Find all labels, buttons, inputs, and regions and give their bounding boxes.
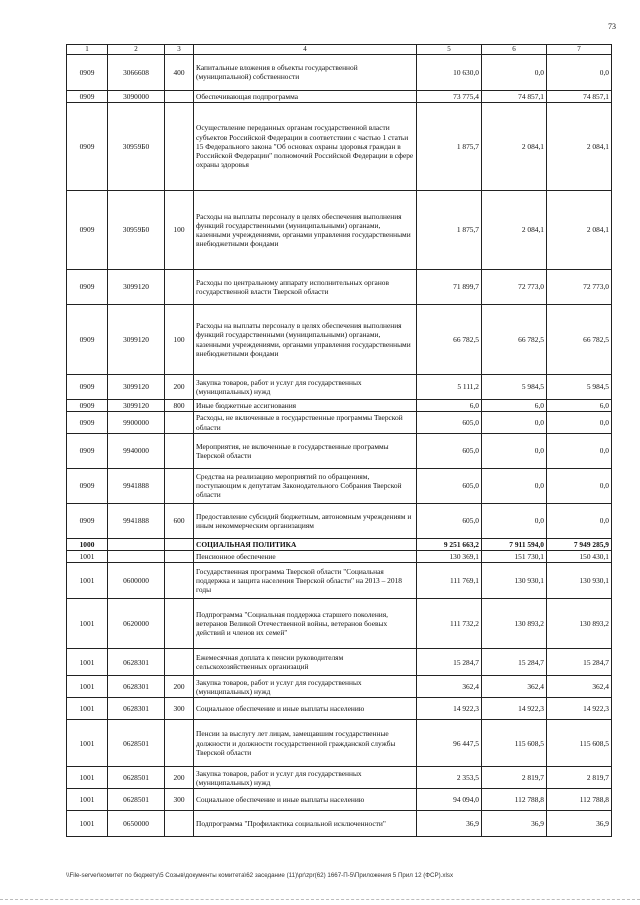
target-item-code-cell: 0650000 [108, 811, 165, 837]
amount-year2-cell: 0,0 [482, 54, 547, 90]
section-code-cell: 0909 [67, 503, 108, 538]
expense-type-cell [165, 563, 194, 599]
description-cell: Средства на реализацию мероприятий по обращениям, поступающим к депутатам Законодательного Собрания Тверской области [194, 468, 417, 503]
description-cell: Расходы на выплаты персоналу в целях обеспечения выполнения функций государственными (муниципальными) органами, казенными учреждениями, органами управления государственными внебюджетными фондами [194, 305, 417, 375]
amount-year3-cell: 15 284,7 [547, 649, 612, 676]
amount-year3-cell: 66 782,5 [547, 305, 612, 375]
table-row [67, 433, 612, 468]
column-header-7: 7 [547, 45, 612, 55]
description-cell: Подпрограмма "Социальная поддержка старшего поколения, ветеранов Великой Отечественной войны, ветеранов боевых действий и членов их семей" [194, 599, 417, 649]
target-item-code-cell [108, 551, 165, 563]
description-cell: Расходы, не включенные в государственные программы Тверской области [194, 412, 417, 434]
expense-type-cell [165, 270, 194, 305]
amount-year1-cell: 9 251 663,2 [417, 538, 482, 550]
table-header-row [67, 45, 612, 55]
amount-year1-cell: 1 875,7 [417, 191, 482, 270]
table-row [67, 54, 612, 90]
table-row [67, 698, 612, 720]
amount-year1-cell: 14 922,3 [417, 698, 482, 720]
amount-year3-cell: 0,0 [547, 468, 612, 503]
amount-year1-cell: 36,9 [417, 811, 482, 837]
amount-year1-cell: 605,0 [417, 412, 482, 434]
table-row [67, 375, 612, 400]
amount-year1-cell: 5 111,2 [417, 375, 482, 400]
amount-year2-cell: 0,0 [482, 412, 547, 434]
expense-type-cell: 300 [165, 789, 194, 811]
amount-year2-cell: 151 730,1 [482, 551, 547, 563]
column-header-6: 6 [482, 45, 547, 55]
page-number: 73 [608, 22, 616, 31]
target-item-code-cell [108, 538, 165, 550]
column-header-2: 2 [108, 45, 165, 55]
target-item-code-cell: 9941888 [108, 468, 165, 503]
amount-year1-cell: 1 875,7 [417, 103, 482, 191]
amount-year2-cell: 130 893,2 [482, 599, 547, 649]
table-row [67, 503, 612, 538]
expense-type-cell: 200 [165, 767, 194, 789]
amount-year2-cell: 130 930,1 [482, 563, 547, 599]
target-item-code-cell: 3066608 [108, 54, 165, 90]
section-code-cell: 0909 [67, 468, 108, 503]
description-cell: Ежемесячная доплата к пенсии руководителям сельскохозяйственных организаций [194, 649, 417, 676]
amount-year2-cell: 362,4 [482, 676, 547, 698]
amount-year3-cell: 362,4 [547, 676, 612, 698]
table-row [67, 400, 612, 412]
amount-year1-cell: 111 732,2 [417, 599, 482, 649]
description-cell: Социальное обеспечение и иные выплаты населению [194, 698, 417, 720]
expense-type-cell: 300 [165, 698, 194, 720]
section-code-cell: 0909 [67, 90, 108, 102]
target-item-code-cell: 3099120 [108, 270, 165, 305]
amount-year2-cell: 7 911 594,0 [482, 538, 547, 550]
column-header-3: 3 [165, 45, 194, 55]
amount-year2-cell: 15 284,7 [482, 649, 547, 676]
section-code-cell: 1001 [67, 599, 108, 649]
target-item-code-cell: 0600000 [108, 563, 165, 599]
description-cell: Предоставление субсидий бюджетным, автономным учреждениям и иным некоммерческим организациям [194, 503, 417, 538]
amount-year2-cell: 72 773,0 [482, 270, 547, 305]
expense-type-cell [165, 599, 194, 649]
amount-year1-cell: 605,0 [417, 468, 482, 503]
scan-edge-line [0, 899, 640, 901]
amount-year3-cell: 36,9 [547, 811, 612, 837]
amount-year2-cell: 0,0 [482, 468, 547, 503]
amount-year2-cell: 66 782,5 [482, 305, 547, 375]
amount-year3-cell: 112 788,8 [547, 789, 612, 811]
amount-year2-cell: 36,9 [482, 811, 547, 837]
amount-year2-cell: 0,0 [482, 433, 547, 468]
amount-year3-cell: 2 084,1 [547, 103, 612, 191]
expense-type-cell: 200 [165, 375, 194, 400]
expense-type-cell [165, 538, 194, 550]
amount-year3-cell: 115 608,5 [547, 720, 612, 767]
amount-year3-cell: 130 893,2 [547, 599, 612, 649]
amount-year1-cell: 94 094,0 [417, 789, 482, 811]
expense-type-cell: 200 [165, 676, 194, 698]
section-code-cell: 0909 [67, 54, 108, 90]
target-item-code-cell: 0628501 [108, 789, 165, 811]
expense-type-cell [165, 649, 194, 676]
amount-year1-cell: 73 775,4 [417, 90, 482, 102]
section-code-cell: 0909 [67, 375, 108, 400]
expense-type-cell: 600 [165, 503, 194, 538]
section-code-cell: 0909 [67, 191, 108, 270]
amount-year1-cell: 362,4 [417, 676, 482, 698]
section-code-cell: 0909 [67, 305, 108, 375]
section-code-cell: 1001 [67, 563, 108, 599]
amount-year3-cell: 7 949 285,9 [547, 538, 612, 550]
amount-year3-cell: 2 819,7 [547, 767, 612, 789]
section-code-cell: 1000 [67, 538, 108, 550]
target-item-code-cell: 9940000 [108, 433, 165, 468]
amount-year2-cell: 6,0 [482, 400, 547, 412]
amount-year3-cell: 0,0 [547, 503, 612, 538]
expense-type-cell [165, 90, 194, 102]
target-item-code-cell: 0628301 [108, 649, 165, 676]
target-item-code-cell: 0628501 [108, 767, 165, 789]
amount-year2-cell: 0,0 [482, 503, 547, 538]
section-code-cell: 1001 [67, 698, 108, 720]
expense-type-cell [165, 811, 194, 837]
amount-year1-cell: 6,0 [417, 400, 482, 412]
expense-type-cell: 800 [165, 400, 194, 412]
amount-year1-cell: 10 630,0 [417, 54, 482, 90]
section-code-cell: 1001 [67, 811, 108, 837]
target-item-code-cell: 3099120 [108, 305, 165, 375]
description-cell: Социальное обеспечение и иные выплаты населению [194, 789, 417, 811]
section-code-cell: 0909 [67, 270, 108, 305]
table-row [67, 720, 612, 767]
description-cell: Обеспечивающая подпрограмма [194, 90, 417, 102]
amount-year3-cell: 0,0 [547, 433, 612, 468]
section-code-cell: 1001 [67, 720, 108, 767]
table-row [67, 90, 612, 102]
amount-year1-cell: 66 782,5 [417, 305, 482, 375]
expense-type-cell: 100 [165, 305, 194, 375]
description-cell: Закупка товаров, работ и услуг для государственных (муниципальных) нужд [194, 676, 417, 698]
budget-table [66, 44, 612, 837]
amount-year1-cell: 71 899,7 [417, 270, 482, 305]
expense-type-cell [165, 551, 194, 563]
description-cell: Мероприятия, не включенные в государственные программы Тверской области [194, 433, 417, 468]
amount-year2-cell: 2 819,7 [482, 767, 547, 789]
table-row [67, 676, 612, 698]
table-row [67, 305, 612, 375]
target-item-code-cell: 0628301 [108, 676, 165, 698]
table-row [67, 563, 612, 599]
description-cell: Пенсии за выслугу лет лицам, замещавшим государственные должности и должности государственной гражданской службы Тверской области [194, 720, 417, 767]
table-row [67, 811, 612, 837]
column-header-4: 4 [194, 45, 417, 55]
description-cell: Государственная программа Тверской области "Социальная поддержка и защита населения Тверской области" на 2013 – 2018 годы [194, 563, 417, 599]
file-path-footer: \\File-server\комитет по бюджету\5 Созыв\документы комитета\62 заседание (11)\pr\zpr(62) 1667-П-5\Приложения 5 Прил 12 (ФСР).xlsx [66, 872, 454, 879]
table-row [67, 789, 612, 811]
amount-year2-cell: 14 922,3 [482, 698, 547, 720]
amount-year3-cell: 72 773,0 [547, 270, 612, 305]
expense-type-cell: 100 [165, 191, 194, 270]
table-row [67, 538, 612, 550]
table-row [67, 767, 612, 789]
description-cell: Осуществление переданных органам государственной власти субъектов Российской Федерации в соответствии с частью 1 статьи 15 Федерального закона "Об основах охраны здоровья граждан в Российской Федерации" полномочий Российской Федерации в сфере охраны здоровья [194, 103, 417, 191]
description-cell: Закупка товаров, работ и услуг для государственных (муниципальных) нужд [194, 375, 417, 400]
amount-year1-cell: 15 284,7 [417, 649, 482, 676]
column-header-1: 1 [67, 45, 108, 55]
section-code-cell: 0909 [67, 400, 108, 412]
amount-year2-cell: 5 984,5 [482, 375, 547, 400]
description-cell: Подпрограмма "Профилактика социальной исключенности" [194, 811, 417, 837]
amount-year3-cell: 150 430,1 [547, 551, 612, 563]
amount-year3-cell: 5 984,5 [547, 375, 612, 400]
table-row [67, 599, 612, 649]
section-code-cell: 1001 [67, 649, 108, 676]
amount-year2-cell: 74 857,1 [482, 90, 547, 102]
description-cell: СОЦИАЛЬНАЯ ПОЛИТИКА [194, 538, 417, 550]
expense-type-cell [165, 720, 194, 767]
table-row [67, 103, 612, 191]
table-row [67, 468, 612, 503]
description-cell: Расходы по центральному аппарату исполнительных органов государственной власти Тверской области [194, 270, 417, 305]
target-item-code-cell: 3099120 [108, 375, 165, 400]
amount-year3-cell: 74 857,1 [547, 90, 612, 102]
table-row [67, 551, 612, 563]
amount-year3-cell: 130 930,1 [547, 563, 612, 599]
expense-type-cell [165, 468, 194, 503]
target-item-code-cell: 3099120 [108, 400, 165, 412]
target-item-code-cell: 0620000 [108, 599, 165, 649]
table-row [67, 412, 612, 434]
amount-year3-cell: 2 084,1 [547, 191, 612, 270]
table-row [67, 191, 612, 270]
amount-year3-cell: 0,0 [547, 412, 612, 434]
table-row [67, 270, 612, 305]
expense-type-cell [165, 433, 194, 468]
target-item-code-cell: 9941888 [108, 503, 165, 538]
section-code-cell: 0909 [67, 433, 108, 468]
target-item-code-cell: 0628501 [108, 720, 165, 767]
amount-year3-cell: 6,0 [547, 400, 612, 412]
section-code-cell: 1001 [67, 767, 108, 789]
amount-year1-cell: 605,0 [417, 503, 482, 538]
section-code-cell: 1001 [67, 789, 108, 811]
amount-year1-cell: 605,0 [417, 433, 482, 468]
amount-year1-cell: 2 353,5 [417, 767, 482, 789]
amount-year1-cell: 111 769,1 [417, 563, 482, 599]
amount-year3-cell: 0,0 [547, 54, 612, 90]
description-cell: Иные бюджетные ассигнования [194, 400, 417, 412]
target-item-code-cell: 0628301 [108, 698, 165, 720]
target-item-code-cell: 3090000 [108, 90, 165, 102]
section-code-cell: 1001 [67, 676, 108, 698]
description-cell: Закупка товаров, работ и услуг для государственных (муниципальных) нужд [194, 767, 417, 789]
description-cell: Расходы на выплаты персоналу в целях обеспечения выполнения функций государственными (муниципальными) органами, казенными учреждениями, органами управления государственными внебюджетными фондами [194, 191, 417, 270]
amount-year3-cell: 14 922,3 [547, 698, 612, 720]
amount-year2-cell: 2 084,1 [482, 191, 547, 270]
amount-year2-cell: 115 608,5 [482, 720, 547, 767]
table-row [67, 649, 612, 676]
column-header-5: 5 [417, 45, 482, 55]
target-item-code-cell: 30959Б0 [108, 103, 165, 191]
section-code-cell: 0909 [67, 103, 108, 191]
section-code-cell: 1001 [67, 551, 108, 563]
expense-type-cell: 400 [165, 54, 194, 90]
amount-year2-cell: 2 084,1 [482, 103, 547, 191]
section-code-cell: 0909 [67, 412, 108, 434]
expense-type-cell [165, 103, 194, 191]
description-cell: Пенсионное обеспечение [194, 551, 417, 563]
table-body [67, 54, 612, 837]
target-item-code-cell: 30959Б0 [108, 191, 165, 270]
expense-type-cell [165, 412, 194, 434]
target-item-code-cell: 9900000 [108, 412, 165, 434]
amount-year2-cell: 112 788,8 [482, 789, 547, 811]
amount-year1-cell: 96 447,5 [417, 720, 482, 767]
description-cell: Капитальные вложения в объекты государственной (муниципальной) собственности [194, 54, 417, 90]
amount-year1-cell: 130 369,1 [417, 551, 482, 563]
